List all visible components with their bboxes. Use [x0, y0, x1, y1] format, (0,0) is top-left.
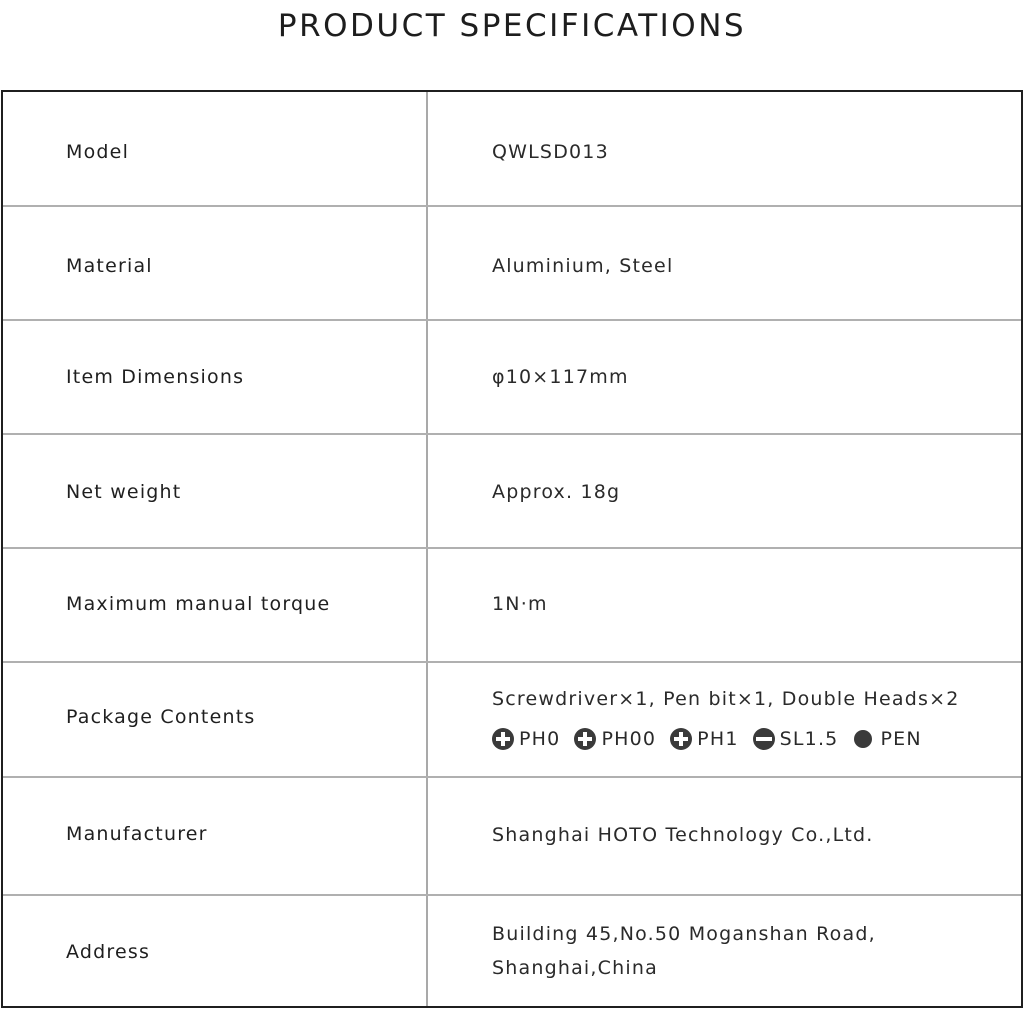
package-contents-text: Screwdriver×1, Pen bit×1, Double Heads×2: [492, 688, 960, 710]
phillips-icon: [574, 728, 596, 750]
phillips-icon: [492, 728, 514, 750]
spec-table: [1, 90, 1023, 1008]
spec-value-address: [492, 917, 876, 985]
column-divider: [426, 92, 428, 1006]
spec-value-net-weight: Approx. 18g: [492, 481, 621, 503]
bit-item: [753, 722, 839, 756]
spec-label-manufacturer: Manufacturer: [66, 823, 208, 845]
bit-label: PH0: [519, 728, 561, 750]
row-divider: [3, 205, 1021, 207]
spec-value-dimensions: φ10×117mm: [492, 366, 629, 388]
spec-value-package-contents: [492, 682, 960, 756]
spec-value-torque: 1N·m: [492, 593, 548, 615]
spec-label-package-contents: Package Contents: [66, 706, 256, 728]
spec-label-address: Address: [66, 941, 151, 963]
row-divider: [3, 661, 1021, 663]
spec-label-net-weight: Net weight: [66, 481, 182, 503]
bit-label: PH1: [697, 728, 739, 750]
bit-item: [852, 722, 921, 756]
slotted-icon: [753, 728, 775, 750]
bit-item: [574, 722, 656, 756]
bit-item: [492, 722, 560, 756]
page-title: PRODUCT SPECIFICATIONS: [277, 8, 747, 44]
row-divider: [3, 776, 1021, 778]
row-divider: [3, 894, 1021, 896]
spec-label-dimensions: Item Dimensions: [66, 366, 245, 388]
spec-label-torque: Maximum manual torque: [66, 593, 331, 615]
row-divider: [3, 547, 1021, 549]
address-line-1: Building 45,No.50 Moganshan Road,: [492, 923, 876, 945]
bit-label: PEN: [880, 728, 922, 750]
bit-list: [492, 722, 960, 756]
row-divider: [3, 319, 1021, 321]
spec-value-model: QWLSD013: [492, 141, 609, 163]
bit-label: PH00: [601, 728, 657, 750]
address-line-2: Shanghai,China: [492, 957, 658, 979]
row-divider: [3, 433, 1021, 435]
dot-icon: [854, 730, 872, 748]
bit-label: SL1.5: [779, 728, 839, 750]
spec-label-material: Material: [66, 255, 153, 277]
spec-value-material: Aluminium, Steel: [492, 255, 674, 277]
spec-value-manufacturer: Shanghai HOTO Technology Co.,Ltd.: [492, 824, 874, 846]
phillips-icon: [670, 728, 692, 750]
bit-item: [670, 722, 738, 756]
spec-label-model: Model: [66, 141, 130, 163]
